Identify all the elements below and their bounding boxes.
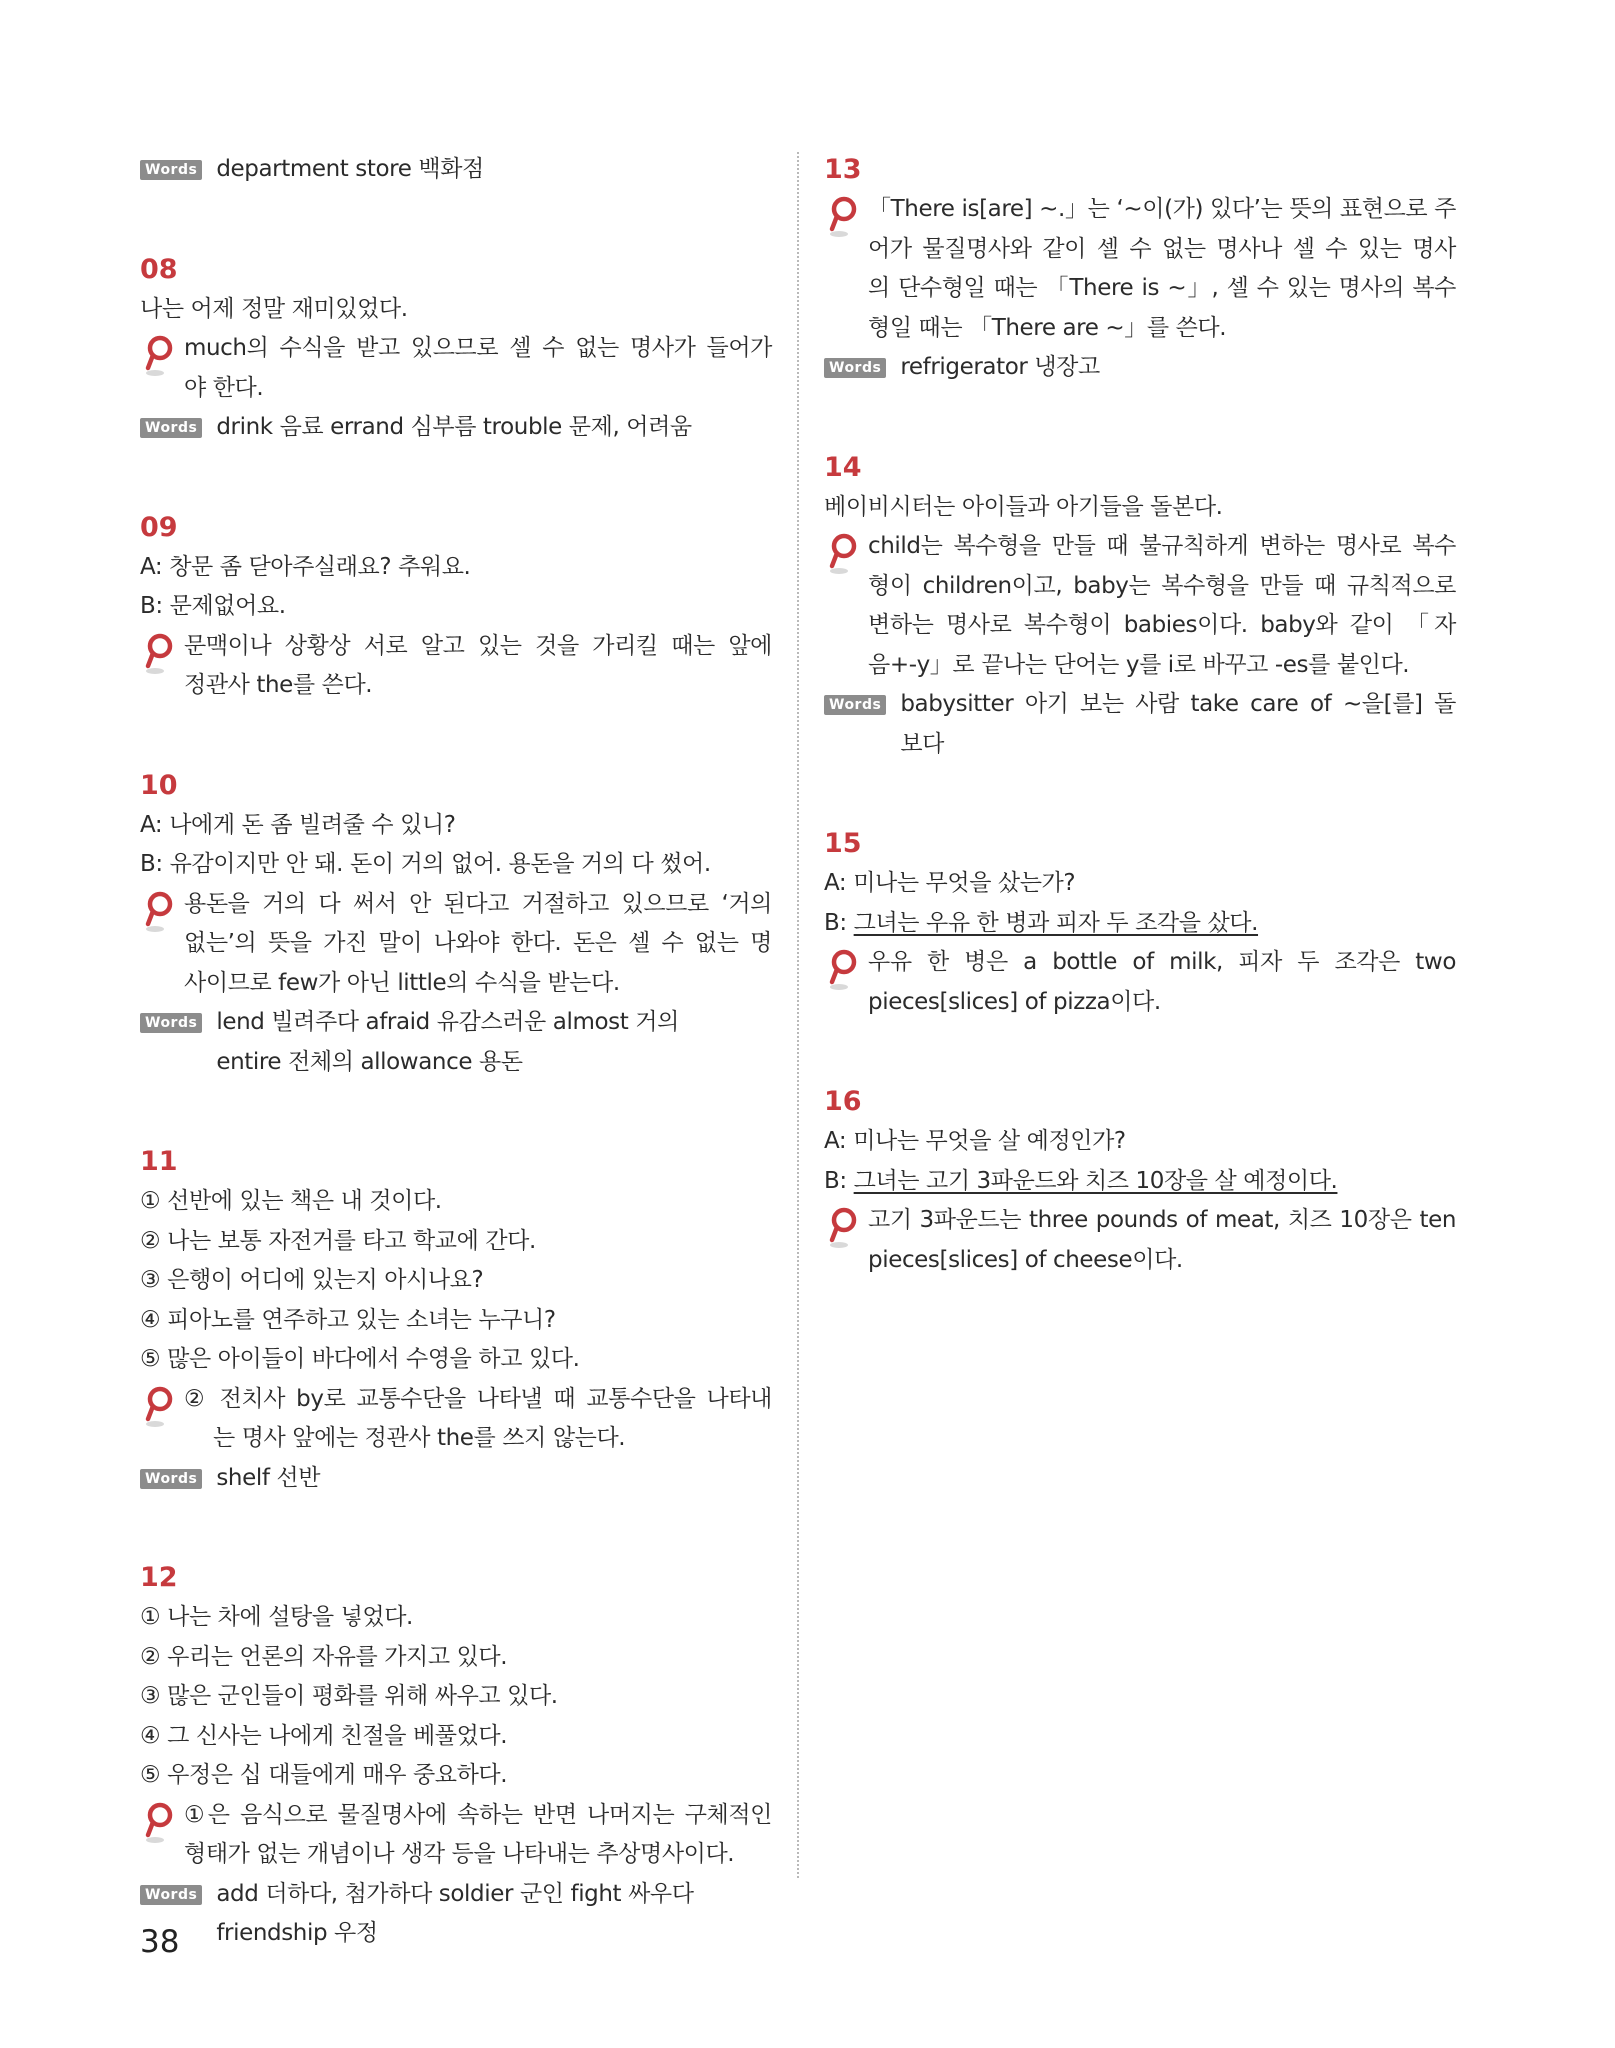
words-badge: Words bbox=[140, 418, 202, 438]
question-number: 15 bbox=[824, 828, 862, 859]
explanation-line: 용돈을 거의 다 써서 안 된다고 거절하고 있으므로 ‘거의 bbox=[184, 890, 772, 917]
explanation-line: 없는’의 뜻을 가진 말이 나와야 한다. 돈은 셀 수 없는 명 bbox=[184, 930, 772, 956]
option-line: ② 나는 보통 자전거를 타고 학교에 간다. bbox=[140, 1227, 536, 1254]
dialog-line: A: 나에게 돈 좀 빌려줄 수 있니? bbox=[140, 811, 456, 838]
speaker-label: B: bbox=[824, 909, 854, 936]
explanation-line: 문맥이나 상황상 서로 알고 있는 것을 가리킬 때는 앞에 bbox=[184, 632, 772, 659]
dialog-line bbox=[824, 1162, 1456, 1202]
question-15 bbox=[824, 824, 1456, 1022]
question-12 bbox=[140, 1558, 772, 1954]
dialog-line: A: 미나는 무엇을 샀는가? bbox=[824, 870, 1076, 896]
magnifier-tip-icon bbox=[140, 633, 184, 677]
explanation-line: 변하는 명사로 복수형이 babies이다. baby와 같이 「자 bbox=[868, 612, 1456, 638]
magnifier-tip-icon bbox=[824, 533, 868, 577]
explanation-line: 는 명사 앞에는 정관사 the를 쓰지 않는다. bbox=[213, 1425, 626, 1451]
underlined-answer: 그녀는 우유 한 병과 피자 두 조각을 샀다. bbox=[853, 909, 1259, 936]
dialog-line: A: 창문 좀 닫아주실래요? 추워요. bbox=[140, 553, 471, 580]
question-number: 08 bbox=[140, 253, 178, 285]
option-line: ⑤ 많은 아이들이 바다에서 수영을 하고 있다. bbox=[140, 1346, 580, 1372]
words-list bbox=[140, 408, 772, 448]
words-list bbox=[824, 685, 1456, 764]
explanation-line: 의 단수형일 때는 「There is ~」, 셀 수 있는 명사의 복수 bbox=[868, 275, 1456, 301]
option-line: ③ 은행이 어디에 있는지 아시나요? bbox=[140, 1267, 484, 1293]
magnifier-tip-icon bbox=[824, 1207, 868, 1251]
explanation bbox=[140, 329, 772, 408]
explanation-line: 야 한다. bbox=[184, 374, 264, 401]
magnifier-tip-icon bbox=[140, 891, 184, 935]
magnifier-tip-icon bbox=[140, 1386, 184, 1430]
explanation-line: 형태가 없는 개념이나 생각 등을 나타내는 추상명사이다. bbox=[184, 1841, 735, 1867]
question-number: 09 bbox=[140, 511, 178, 543]
question-number: 16 bbox=[824, 1086, 862, 1117]
explanation bbox=[824, 190, 1456, 348]
column-divider bbox=[797, 152, 799, 1878]
words-line: friendship 우정 bbox=[216, 1920, 378, 1946]
words-line: lend 빌려주다 afraid 유감스러운 almost 거의 bbox=[216, 1009, 679, 1035]
words-line: drink 음료 errand 심부름 trouble 문제, 어려움 bbox=[216, 414, 692, 440]
words-line: refrigerator 냉장고 bbox=[900, 354, 1100, 380]
question-number: 13 bbox=[824, 154, 862, 185]
words-line: 보다 bbox=[900, 730, 944, 757]
magnifier-tip-icon bbox=[140, 335, 184, 379]
explanation-line: 사이므로 few가 아닌 little의 수식을 받는다. bbox=[184, 969, 620, 996]
explanation bbox=[824, 527, 1456, 685]
explanation-line: 고기 3파운드는 three pounds of meat, 치즈 10장은 ten bbox=[868, 1207, 1456, 1233]
option-line: ③ 많은 군인들이 평화를 위해 싸우고 있다. bbox=[140, 1683, 558, 1709]
explanation bbox=[140, 1796, 772, 1875]
question-09 bbox=[140, 508, 772, 706]
explanation bbox=[824, 1201, 1456, 1280]
words-badge: Words bbox=[140, 160, 202, 180]
words-list bbox=[140, 1875, 772, 1954]
question-number: 14 bbox=[824, 451, 862, 483]
magnifier-tip-icon bbox=[824, 196, 868, 240]
option-line: ④ 그 신사는 나에게 친절을 베풀었다. bbox=[140, 1722, 508, 1749]
words-badge: Words bbox=[824, 358, 886, 378]
explanation-line: 형일 때는 「There are ~」를 쓴다. bbox=[868, 314, 1227, 341]
words-line: shelf 선반 bbox=[216, 1464, 321, 1491]
question-11 bbox=[140, 1142, 772, 1498]
explanation-line: child는 복수형을 만들 때 불규칙하게 변하는 명사로 복수 bbox=[868, 533, 1456, 559]
page-number: 38 bbox=[140, 1924, 180, 1960]
words-list bbox=[140, 1459, 772, 1499]
question-number: 12 bbox=[140, 1562, 178, 1593]
explanation-line: much의 수식을 받고 있으므로 셀 수 없는 명사가 들어가 bbox=[184, 335, 772, 361]
explanation-line: 어가 물질명사와 같이 셀 수 없는 명사나 셀 수 있는 명사 bbox=[868, 235, 1456, 262]
words-line: department store 백화점 bbox=[216, 156, 484, 182]
question-16 bbox=[824, 1082, 1456, 1280]
words-line: babysitter 아기 보는 사람 take care of ~을[를] 돌 bbox=[900, 691, 1456, 717]
explanation bbox=[140, 885, 772, 1004]
question-10 bbox=[140, 766, 772, 1083]
explanation-line: 정관사 the를 쓴다. bbox=[184, 672, 373, 698]
words-line: add 더하다, 첨가하다 soldier 군인 fight 싸우다 bbox=[216, 1880, 694, 1907]
option-line: ② 우리는 언론의 자유를 가지고 있다. bbox=[140, 1643, 508, 1670]
explanation bbox=[140, 1380, 772, 1459]
words-badge: Words bbox=[140, 1469, 202, 1489]
explanation-line: 「There is[are] ~.」는 ‘~이(가) 있다’는 뜻의 표현으로 주 bbox=[868, 196, 1456, 222]
underlined-answer: 그녀는 고기 3파운드와 치즈 10장을 살 예정이다. bbox=[853, 1167, 1338, 1194]
question-08 bbox=[140, 250, 772, 448]
option-line: ⑤ 우정은 십 대들에게 매우 중요하다. bbox=[140, 1762, 508, 1788]
option-line: ④ 피아노를 연주하고 있는 소녀는 누구니? bbox=[140, 1306, 556, 1333]
dialog-line: A: 미나는 무엇을 살 예정인가? bbox=[824, 1128, 1126, 1154]
explanation-line: pieces[slices] of pizza이다. bbox=[868, 988, 1161, 1015]
words-badge: Words bbox=[140, 1885, 202, 1905]
translation-line: 나는 어제 정말 재미있었다. bbox=[140, 295, 408, 322]
explanation bbox=[824, 943, 1456, 1022]
speaker-label: B: bbox=[824, 1167, 854, 1194]
explanation-line: pieces[slices] of cheese이다. bbox=[868, 1246, 1183, 1273]
explanation-line: ② 전치사 by로 교통수단을 나타낼 때 교통수단을 나타내 bbox=[184, 1385, 772, 1412]
magnifier-tip-icon bbox=[140, 1802, 184, 1846]
left-column bbox=[140, 150, 772, 1954]
words-line: entire 전체의 allowance 용돈 bbox=[216, 1048, 523, 1075]
explanation bbox=[140, 627, 772, 706]
explanation-line: 음+-y」로 끝나는 단어는 y를 i로 바꾸고 -es를 붙인다. bbox=[868, 651, 1410, 678]
translation-line: 베이비시터는 아이들과 아기들을 돌본다. bbox=[824, 493, 1223, 520]
q07-words bbox=[140, 150, 772, 190]
right-column bbox=[824, 150, 1456, 1280]
words-list bbox=[140, 1003, 772, 1082]
question-number: 10 bbox=[140, 769, 178, 801]
magnifier-tip-icon bbox=[824, 949, 868, 993]
question-number: 11 bbox=[140, 1146, 178, 1177]
dialog-line: B: 유감이지만 안 돼. 돈이 거의 없어. 용돈을 거의 다 썼어. bbox=[140, 851, 711, 877]
explanation-line: 형이 children이고, baby는 복수형을 만들 때 규칙적으로 bbox=[868, 572, 1456, 599]
words-badge: Words bbox=[824, 695, 886, 715]
words-badge: Words bbox=[140, 1013, 202, 1033]
question-14 bbox=[824, 448, 1456, 765]
explanation-line: 우유 한 병은 a bottle of milk, 피자 두 조각은 two bbox=[868, 949, 1456, 975]
dialog-line bbox=[824, 904, 1456, 944]
option-line: ① 나는 차에 설탕을 넣었다. bbox=[140, 1604, 413, 1630]
question-13 bbox=[824, 150, 1456, 388]
words-list bbox=[824, 348, 1456, 388]
option-line: ① 선반에 있는 책은 내 것이다. bbox=[140, 1188, 442, 1214]
explanation-line: ①은 음식으로 물질명사에 속하는 반면 나머지는 구체적인 bbox=[184, 1801, 772, 1828]
dialog-line: B: 문제없어요. bbox=[140, 593, 286, 619]
